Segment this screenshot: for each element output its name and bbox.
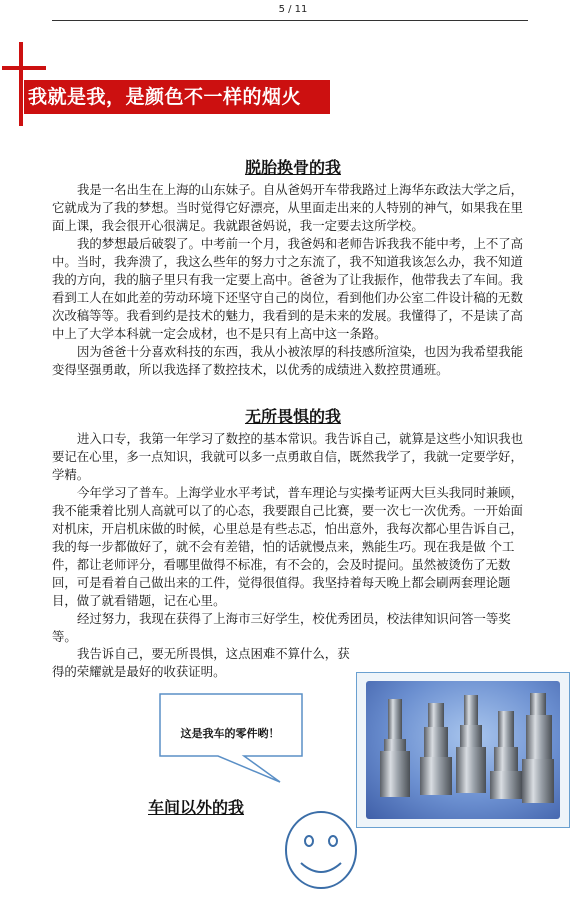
banner-title: 我就是我，是颜色不一样的烟火 — [24, 80, 330, 114]
section-title-3: 车间以外的我 — [148, 798, 245, 817]
section-body-2 — [52, 430, 532, 646]
section-title-1: 脱胎换骨的我 — [244, 158, 341, 177]
paragraph: 我的梦想最后破裂了。中考前一个月，我爸妈和老师告诉我我不能中考，上不了高中。当时，我奔溃了，我这么些年的努力寸之东流了，我不知道我该怎么办，我不知道我的方向，我的脑子里只有我一定要上高中。爸爸为了让我振作，他带我去了车间。我看到工人在如此差的劳动环境下还坚守自己的岗位，看到他们办公室二件设计稿的无数次改稿等等。我看到约是技术的魅力，我看到的是未来的发展。我懂得了，不是读了高中上了大学本科就一定会成材，也不是只有上高中这一条路。 — [52, 236, 524, 341]
paragraph: 今年学习了普车。上海学业水平考试，普车理论与实操考证两大巨头我同时兼顾，我不能秉着比别人高就可以了的心态，我要跟自己比赛，要一次七一次优秀。一开始面对机床，开启机床做的时候，心里总是有些忐忑，怕出意外，我每次都心里告诉自己，我的每一步都做好了，就不会有差错，怕的话就慢点来，熟能生巧。现在我是做 个工件，都让老师评分，看哪里做得不标准，有不会的，会及时提问。虽然被烫伤了无数回，可是看着自己做出来的工件，觉得很值得。我坚持着每天晚上都会刷两套理论题目，做了就看错题，记在心里。 — [52, 485, 524, 608]
paragraph: 我是一名出生在上海的山东妹子。自从爸妈开车带我路过上海华东政法大学之后，它就成为了我的梦想。当时觉得它好漂亮，从里面走出来的人特别的神气，如果我在里面上课，我会很开心很满足。我就跟爸妈说，我一定要去这所学校。 — [52, 182, 524, 233]
parts-photo-frame — [356, 672, 570, 828]
header-rule — [52, 20, 528, 21]
paragraph: 进入口专，我第一年学习了数控的基本常识。我告诉自己，就算是这些小知识我也要记在心里，多一点知识，我就可以多一点勇敢自信，既然我学了，我就一定要学好，学精。 — [52, 431, 524, 482]
section-title-2: 无所畏惧的我 — [244, 407, 341, 426]
paragraph: 经过努力，我现在获得了上海市三好学生，校优秀团员，校法律知识问答一等奖等。 — [52, 611, 511, 644]
paragraph: 我告诉自己，要无所畏惧，这点困难不算什么，获得的荣耀就是最好的收获证明。 — [52, 646, 350, 679]
red-cross-decoration — [19, 42, 23, 126]
paragraph: 因为爸爸十分喜欢科技的东西，我从小被浓厚的科技感所渲染，也因为我希望我能变得坚强勇敢，所以我选择了数控技术，以优秀的成绩进入数控贯通班。 — [52, 344, 524, 377]
page-number: 5 / 11 — [278, 4, 308, 15]
section-body-1 — [52, 181, 532, 379]
section-body-2-end — [52, 645, 352, 681]
turned-metal-parts-photo — [366, 681, 560, 819]
metal-parts-illustration — [366, 681, 560, 819]
callout-text: 这是我车的零件哟！ — [180, 727, 280, 740]
red-cross-bar — [2, 66, 46, 70]
smiley-face-icon — [283, 809, 359, 891]
